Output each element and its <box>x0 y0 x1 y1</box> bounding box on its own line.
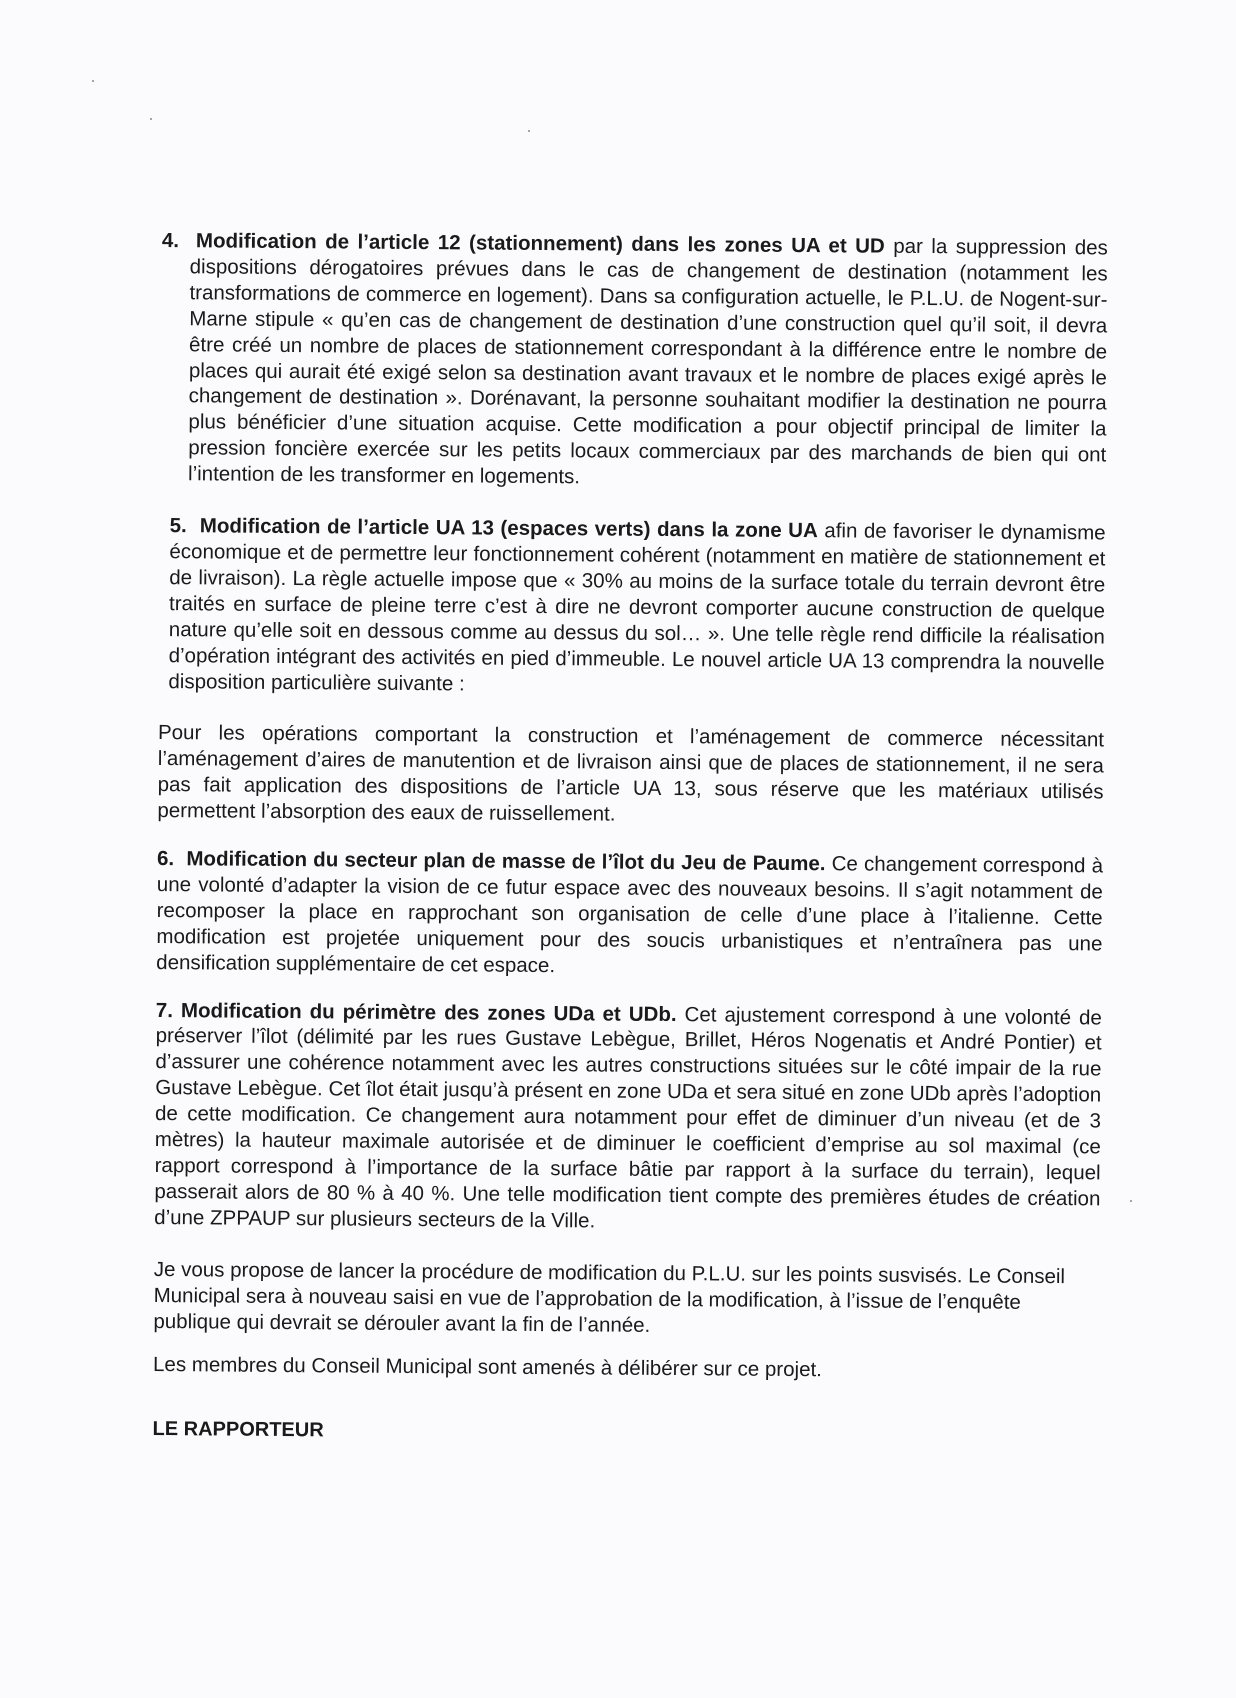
list-item-5 <box>168 513 1105 702</box>
item-7-heading: Modification du périmètre des zones UDa et UDb. <box>180 998 677 1026</box>
list-item-4 <box>161 228 1108 494</box>
item-4-number: 4. <box>161 228 180 253</box>
item-7-body: Cet ajustement correspond à une volonté de préserver l’îlot (délimité par les rues Gustave Lebègue, Brillet, Héros Nogenatis et André Pontier) et d’assurer une cohérence notamment avec les autres constructions situées sur le côté impair de la rue Gustave Lebègue. Cet îlot était jusqu’à présent en zone UDa et sera situé en zone UDb après l’adoption de cette modification. Ce changement aura notamment pour effet de diminuer d’un niveau (et de 3 mètres) la hauteur maximale autorisée et de diminuer le coefficient d’emprise au sol maximal (ce rapport correspond à l’importance de la surface bâtie par rapport à la surface du terrain), lequel passerait alors de 80 % à 40 %. Une telle modification tient compte des premières études de création d’une ZPPAUP sur plusieurs secteurs de la Ville. <box>154 1002 1102 1233</box>
item-6-number: 6. <box>156 847 175 871</box>
list-item-7 <box>154 998 1102 1239</box>
quoted-provision: Pour les opérations comportant la construction et l’aménagement de commerce nécessitant l’aménagement d’aires de manutention et de livraison ainsi que de places de stationnement, il ne sera pas fait application des dispositions de l’article UA 13, sous réserve que les matériaux utilisés permettent l’absorption des eaux de ruissellement. <box>157 721 1105 826</box>
item-5-body: afin de favoriser le dynamisme économique et de permettre leur fonctionnement cohérent (notamment en matière de stationnement et de livraison). La règle actuelle impose que « 30% au moins de la surface totale du terrain devront être traités en surface de pleine terre c’est à dire ne devront comporter aucune construction de quelque nature qu’elle soit en dessous comme au dessus du sol… ». Une telle règle rend difficile la réalisation d’opération intégrant des activités en pied d’immeuble. Le nouvel article UA 13 comprendra la nouvelle disposition particulière suivante : <box>168 519 1106 695</box>
document-body <box>152 228 1108 1449</box>
item-6-body: Ce changement correspond à une volonté d’adapter la vision de ce futur espace avec des nouveaux besoins. Il s’agit notamment de recomposer la place en rapprochant son organisation de celle d’une place à l’italienne. Cette modification est projetée uniquement pour des soucis urbanistiques et n’entraînera pas une densification supplémentaire de cet espace. <box>156 852 1104 977</box>
closing-deliberation: Les membres du Conseil Municipal sont amenés à délibérer sur ce projet. <box>152 1353 822 1382</box>
scan-speck <box>1130 1200 1132 1202</box>
scan-speck <box>92 80 94 82</box>
signature-line: LE RAPPORTEUR <box>152 1418 324 1442</box>
item-4-body: par la suppression des dispositions dérogatoires prévues dans le cas de changement de destination (notamment les transformations de commerce en logement). Dans sa configuration actuelle, le P.L.U. de Nogent-sur-Marne stipule « qu’en cas de changement de destination d’une construction quel qu’il soit, il devra être créé un nombre de places de stationnement correspondant à la différence entre le nombre de places qui aurait été exigé selon sa destination avant travaux et le nombre de places exigé après le changement de destination ». Dorénavant, la personne souhaitant modifier la destination ne pourra plus bénéficier d’une situation acquise. Cette modification a pour objectif principal de limiter la pression foncière exercée sur les petits locaux commerciaux par des marchands de bien qui ont l’intention de les transformer en logements. <box>187 234 1108 489</box>
item-7-number: 7. <box>155 998 174 1022</box>
item-5-heading: Modification de l’article UA 13 (espaces verts) dans la zone UA <box>199 514 818 543</box>
item-6-heading: Modification du secteur plan de masse de l’îlot du Jeu de Paume. <box>186 847 826 876</box>
scan-speck <box>150 118 152 120</box>
scan-speck <box>528 130 530 132</box>
item-5-number: 5. <box>169 514 187 538</box>
item-4-heading: Modification de l’article 12 (stationnement) dans les zones UA et UD <box>195 229 885 258</box>
list-item-6 <box>156 846 1103 983</box>
closing-proposal: Je vous propose de lancer la procédure de modification du P.L.U. sur les points susvisés. Le Conseil Municipal sera à nouveau saisi en vue de l’approbation de la modification, à l’issue de l’enquête publique qui devrait se dérouler avant la fin de l’année. <box>153 1257 1066 1337</box>
